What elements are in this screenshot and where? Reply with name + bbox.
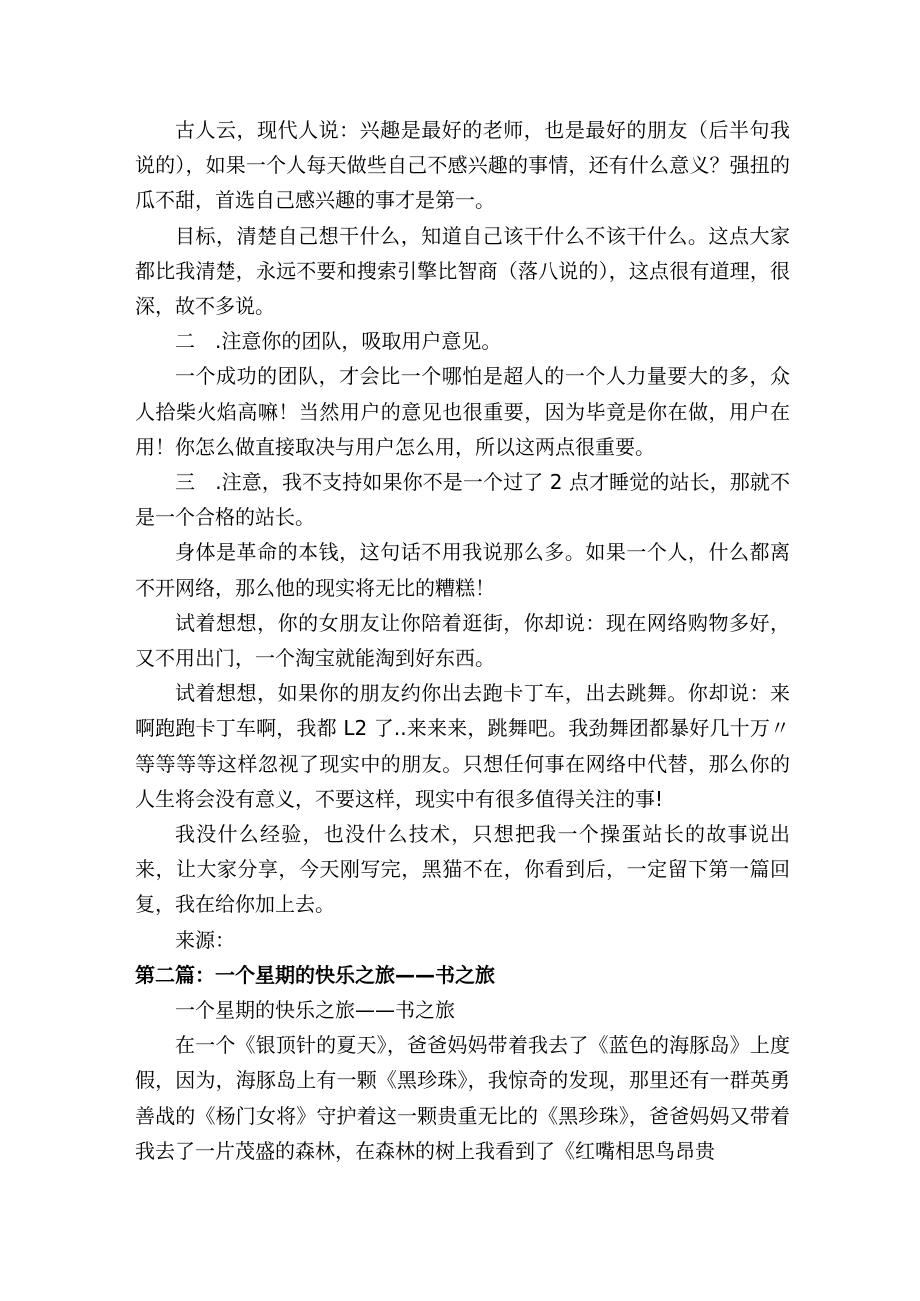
paragraph-girlfriend: 试着想想，你的女朋友让你陪着逛街，你却说：现在网络购物多好，又不用出门，一个淘宝就能淘到好东西。 [135, 610, 790, 671]
document-body [135, 113, 790, 1169]
paragraph-goal: 目标，清楚自己想干什么，知道自己该干什么不该干什么。这点大家都比我清楚，永远不要和搜索引擎比智商（落八说的），这点很有道理，很深，故不多说。 [135, 223, 790, 319]
paragraph-source: 来源： [175, 927, 235, 952]
paragraph-team: 一个成功的团队，才会比一个哪怕是超人的一个人力量要大的多，众人拾柴火焰高嘛！当然用户的意见也很重要，因为毕竟是你在做，用户在用！你怎么做直接取决与用户怎么用，所以这两点很重要。 [135, 364, 790, 459]
paragraph-interest: 古人云，现代人说：兴趣是最好的老师，也是最好的朋友（后半句我说的），如果一个人每天做些自己不感兴趣的事情，还有什么意义？强扭的瓜不甜，首选自己感兴趣的事才是第一。 [135, 118, 790, 213]
paragraph-point-two: 二 .注意你的团队，吸取用户意见。 [175, 329, 502, 354]
paragraph-experience: 我没什么经验，也没什么技术，只想把我一个操蛋站长的故事说出来，让大家分享，今天刚写完，黑猫不在，你看到后，一定留下第一篇回复，我在给你加上去。 [135, 822, 790, 917]
paragraph-subtitle: 一个星期的快乐之旅——书之旅 [175, 998, 455, 1023]
paragraph-book-journey: 在一个《银顶针的夏天》，爸爸妈妈带着我去了《蓝色的海豚岛》上度假，因为，海豚岛上有一颗《黑珍珠》，我惊奇的发现，那里还有一群英勇善战的《杨门女将》守护着这一颗贵重无比的《黑珍珠》，爸爸妈妈又带着我去了一片茂盛的森林，在森林的树上我看到了《红嘴相思鸟昂贵 [135, 1033, 790, 1163]
section-heading: 第二篇：一个星期的快乐之旅——书之旅 [135, 962, 495, 987]
paragraph-health: 身体是革命的本钱，这句话不用我说那么多。如果一个人，什么都离不开网络，那么他的现实将无比的糟糕！ [135, 540, 790, 600]
paragraph-friends: 试着想想，如果你的朋友约你出去跑卡丁车，出去跳舞。你却说：来啊跑跑卡丁车啊，我都 L2 了..来来来，跳舞吧。我劲舞团都暴好几十万〃等等等等这样忽视了现实中的朋友。只想任何事在网络中代替，那么你的人生将会没有意义，不要这样，现实中有很多值得关注的事! [135, 681, 790, 811]
paragraph-point-three: 三 .注意，我不支持如果你不是一个过了 2 点才睡觉的站长，那就不是一个合格的站长。 [135, 470, 790, 530]
